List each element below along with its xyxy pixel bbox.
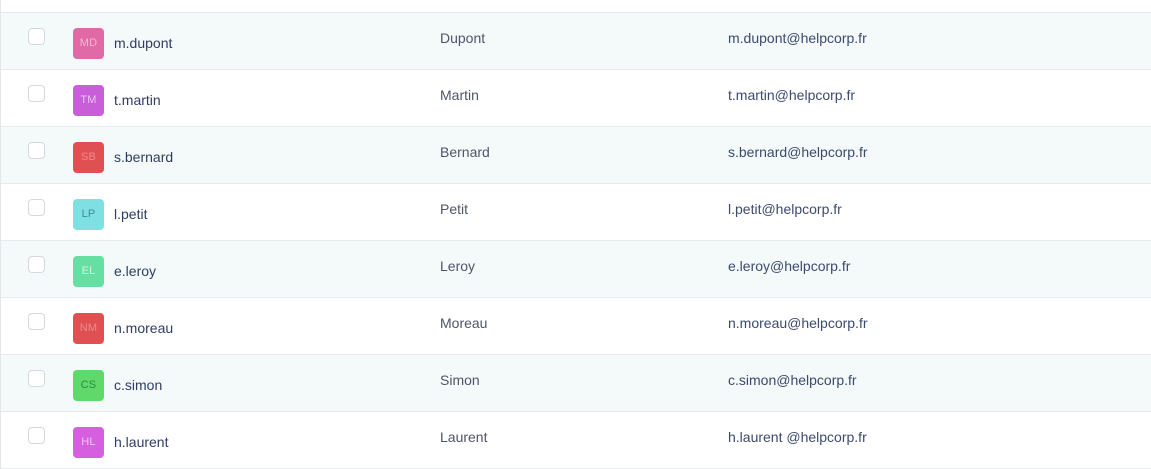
username-link[interactable]: t.martin: [114, 92, 161, 108]
table-row[interactable]: [1, 298, 1151, 355]
last-name-cell: Leroy: [440, 258, 476, 274]
table-row[interactable]: [1, 241, 1151, 298]
user-avatar: NM: [73, 313, 104, 344]
username-link[interactable]: h.laurent: [114, 434, 169, 450]
email-link[interactable]: h.laurent @helpcorp.fr: [728, 429, 867, 445]
username-link[interactable]: n.moreau: [114, 320, 174, 336]
email-link[interactable]: l.petit@helpcorp.fr: [728, 201, 842, 217]
username-link[interactable]: m.dupont: [114, 35, 173, 51]
username-link[interactable]: s.bernard: [114, 149, 174, 165]
email-link[interactable]: t.martin@helpcorp.fr: [728, 87, 856, 103]
username-link[interactable]: c.simon: [114, 377, 163, 393]
row-select-checkbox[interactable]: [28, 85, 45, 102]
table-row[interactable]: [1, 355, 1151, 412]
last-name-cell: Petit: [440, 201, 469, 217]
table-row[interactable]: [1, 412, 1151, 469]
email-link[interactable]: e.leroy@helpcorp.fr: [728, 258, 851, 274]
username-link[interactable]: l.petit: [114, 206, 148, 222]
row-select-checkbox[interactable]: [28, 28, 45, 45]
email-link[interactable]: n.moreau@helpcorp.fr: [728, 315, 868, 331]
last-name-cell: Bernard: [440, 144, 490, 160]
email-link[interactable]: m.dupont@helpcorp.fr: [728, 30, 867, 46]
username-link[interactable]: e.leroy: [114, 263, 157, 279]
user-avatar: LP: [73, 199, 104, 230]
row-select-checkbox[interactable]: [28, 142, 45, 159]
row-select-checkbox[interactable]: [28, 427, 45, 444]
table-row[interactable]: [1, 184, 1151, 241]
user-avatar: SB: [73, 142, 104, 173]
user-avatar: CS: [73, 370, 104, 401]
last-name-cell: Simon: [440, 372, 480, 388]
last-name-cell: Moreau: [440, 315, 488, 331]
user-avatar: EL: [73, 256, 104, 287]
user-avatar: MD: [73, 28, 104, 59]
email-link[interactable]: c.simon@helpcorp.fr: [728, 372, 857, 388]
email-link[interactable]: s.bernard@helpcorp.fr: [728, 144, 868, 160]
table-row[interactable]: [1, 127, 1151, 184]
table-row[interactable]: [1, 13, 1151, 70]
row-select-checkbox[interactable]: [28, 370, 45, 387]
row-select-checkbox[interactable]: [28, 199, 45, 216]
last-name-cell: Dupont: [440, 30, 486, 46]
last-name-cell: Martin: [440, 87, 479, 103]
row-select-checkbox[interactable]: [28, 256, 45, 273]
user-avatar: HL: [73, 427, 104, 458]
user-avatar: TM: [73, 85, 104, 116]
table-row[interactable]: [1, 70, 1151, 127]
last-name-cell: Laurent: [440, 429, 488, 445]
row-select-checkbox[interactable]: [28, 313, 45, 330]
